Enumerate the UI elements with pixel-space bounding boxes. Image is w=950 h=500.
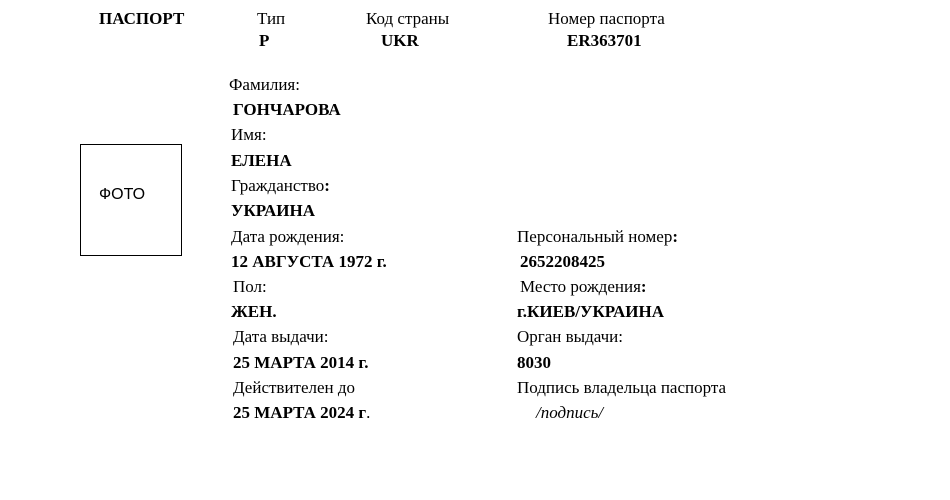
passport-number-label: Номер паспорта <box>548 9 665 28</box>
citizenship-value: УКРАИНА <box>231 201 316 220</box>
type-label: Тип <box>257 9 286 28</box>
type-value: P <box>259 31 270 50</box>
personal-number-label <box>517 228 678 245</box>
given-name-value: ЕЛЕНА <box>231 151 292 170</box>
surname-value: ГОНЧАРОВА <box>233 100 341 119</box>
citizenship-label-colon: : <box>324 176 330 195</box>
sex-value: ЖЕН. <box>231 302 277 321</box>
country-code-label: Код страны <box>366 9 450 28</box>
photo-label: ФОТО <box>99 186 146 203</box>
birth-place-label-text: Место рождения <box>520 277 641 296</box>
birth-place-label-colon: : <box>640 277 647 296</box>
passport-number-value: ER363701 <box>567 31 642 50</box>
birth-place-label <box>520 278 647 295</box>
authority-value: 8030 <box>517 353 551 372</box>
country-code-value: UKR <box>381 31 419 50</box>
valid-until-value-main: 25 МАРТА 2024 г <box>233 403 367 422</box>
sex-label: Пол: <box>233 277 267 296</box>
valid-until-value-dot: . <box>366 403 371 422</box>
surname-label: Фамилия: <box>229 75 300 94</box>
issue-date-label: Дата выдачи: <box>233 327 329 346</box>
citizenship-label <box>231 177 330 194</box>
passport-title: ПАСПОРТ <box>99 9 185 28</box>
authority-label: Орган выдачи: <box>517 327 623 346</box>
signature-label: Подпись владельца паспорта <box>517 378 727 397</box>
birth-date-value: 12 АВГУСТА 1972 г. <box>231 252 387 271</box>
personal-number-label-colon: : <box>672 227 679 246</box>
birth-date-label: Дата рождения: <box>231 227 345 246</box>
citizenship-label-text: Гражданство <box>231 176 325 195</box>
birth-place-value: г.КИЕВ/УКРАИНА <box>517 302 665 321</box>
valid-until-value <box>233 404 370 421</box>
given-name-label: Имя: <box>231 125 267 144</box>
personal-number-value: 2652208425 <box>520 252 605 271</box>
issue-date-value: 25 МАРТА 2014 г. <box>233 353 369 372</box>
personal-number-label-text: Персональный номер <box>517 227 673 246</box>
signature-value: /подпись/ <box>536 403 604 422</box>
valid-until-label: Действителен до <box>233 378 356 397</box>
